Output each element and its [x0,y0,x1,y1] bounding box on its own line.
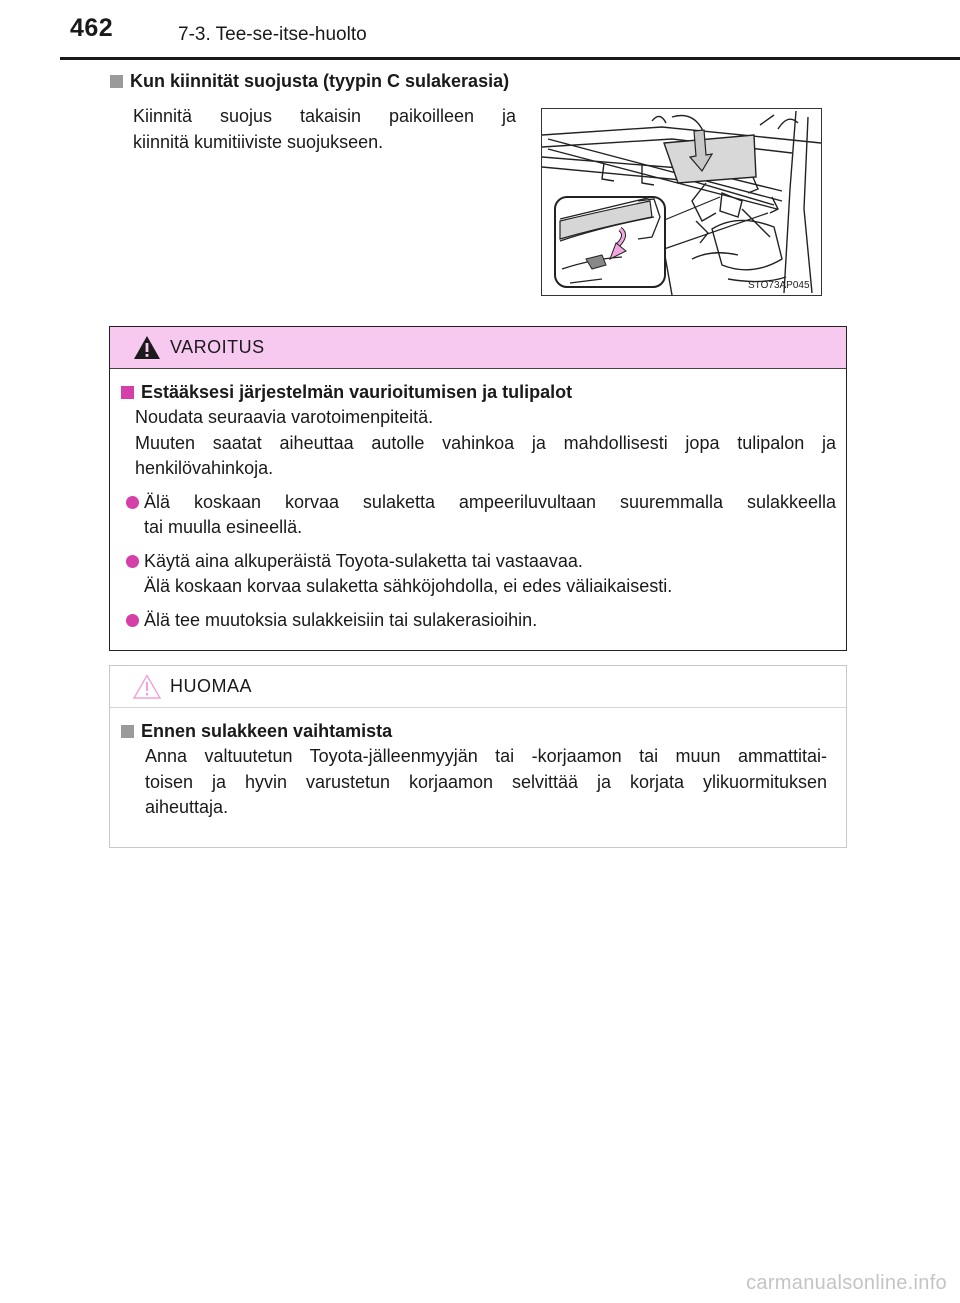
warning-bullet-line: Älä koskaan korvaa sulaketta ampeeriluvultaan suuremmalla sulakkeella [144,491,836,512]
warning-intro-line: Noudata seuraavia varotoimenpiteitä. [135,407,434,427]
warning-bullet-line: Älä koskaan korvaa sulaketta sähköjohdolla, ei edes väliaikaisesti. [144,576,673,596]
header-rule [60,57,960,60]
warning-bullet-line: Älä tee muutoksia sulakkeisiin tai sulakerasioihin. [144,609,538,630]
watermark: carmanualsonline.info [746,1272,947,1294]
warning-box [109,326,847,651]
warning-bullet-line: tai muulla esineellä. [144,517,303,537]
bullet-dot-icon [126,614,139,627]
notice-line: Anna valtuutetun Toyota-jälleenmyyjän tai -korjaamon tai muun ammattitai- [145,746,827,766]
intro-line: kiinnitä kumitiiviste suojukseen. [133,132,384,152]
notice-header [110,666,846,708]
notice-heading-text: Ennen sulakkeen vaihtamista [141,721,393,741]
notice-line: aiheuttaja. [145,797,229,817]
intro-heading [110,71,509,92]
warning-bullet [144,490,836,541]
warning-header [110,327,846,369]
notice-box [109,665,847,848]
warning-intro-line: henkilövahinkoja. [135,458,274,478]
warning-heading [121,382,836,403]
warning-intro-line: Muuten saatat aiheuttaa autolle vahinkoa ja mahdollisesti jopa tulipalon ja [135,432,836,453]
intro-paragraph [133,103,516,155]
intro-heading-text: Kun kiinnität suojusta (tyypin C sulakerasia) [130,71,510,91]
fuse-box-cover-illustration [541,108,822,296]
caution-triangle-icon [132,673,162,700]
page-number: 462 [70,14,114,42]
square-bullet-icon [121,386,134,399]
figure-code: STO73AP045 [748,280,810,291]
notice-heading [121,721,836,742]
square-bullet-icon [121,725,134,738]
warning-triangle-icon [132,334,162,361]
warning-intro [135,405,836,482]
square-bullet-icon [110,75,123,88]
notice-paragraph [145,744,827,821]
section-title: 7-3. Tee-se-itse-huolto [178,24,367,45]
notice-title: HUOMAA [170,676,253,696]
bullet-dot-icon [126,555,139,568]
warning-heading-text: Estääksesi järjestelmän vaurioitumisen ja tulipalot [141,382,573,402]
notice-line: toisen ja hyvin varustetun korjaamon selvittää ja korjata ylikuormituksen [145,771,827,792]
intro-line: Kiinnitä suojus takaisin paikoilleen ja [133,106,516,126]
engine-bay-drawing [542,109,821,295]
warning-bullet-line: Käytä aina alkuperäistä Toyota-sulaketta tai vastaavaa. [144,550,583,571]
bullet-dot-icon [126,496,139,509]
warning-title: VAROITUS [170,337,265,357]
warning-bullet [144,549,836,600]
warning-bullet [144,608,836,634]
